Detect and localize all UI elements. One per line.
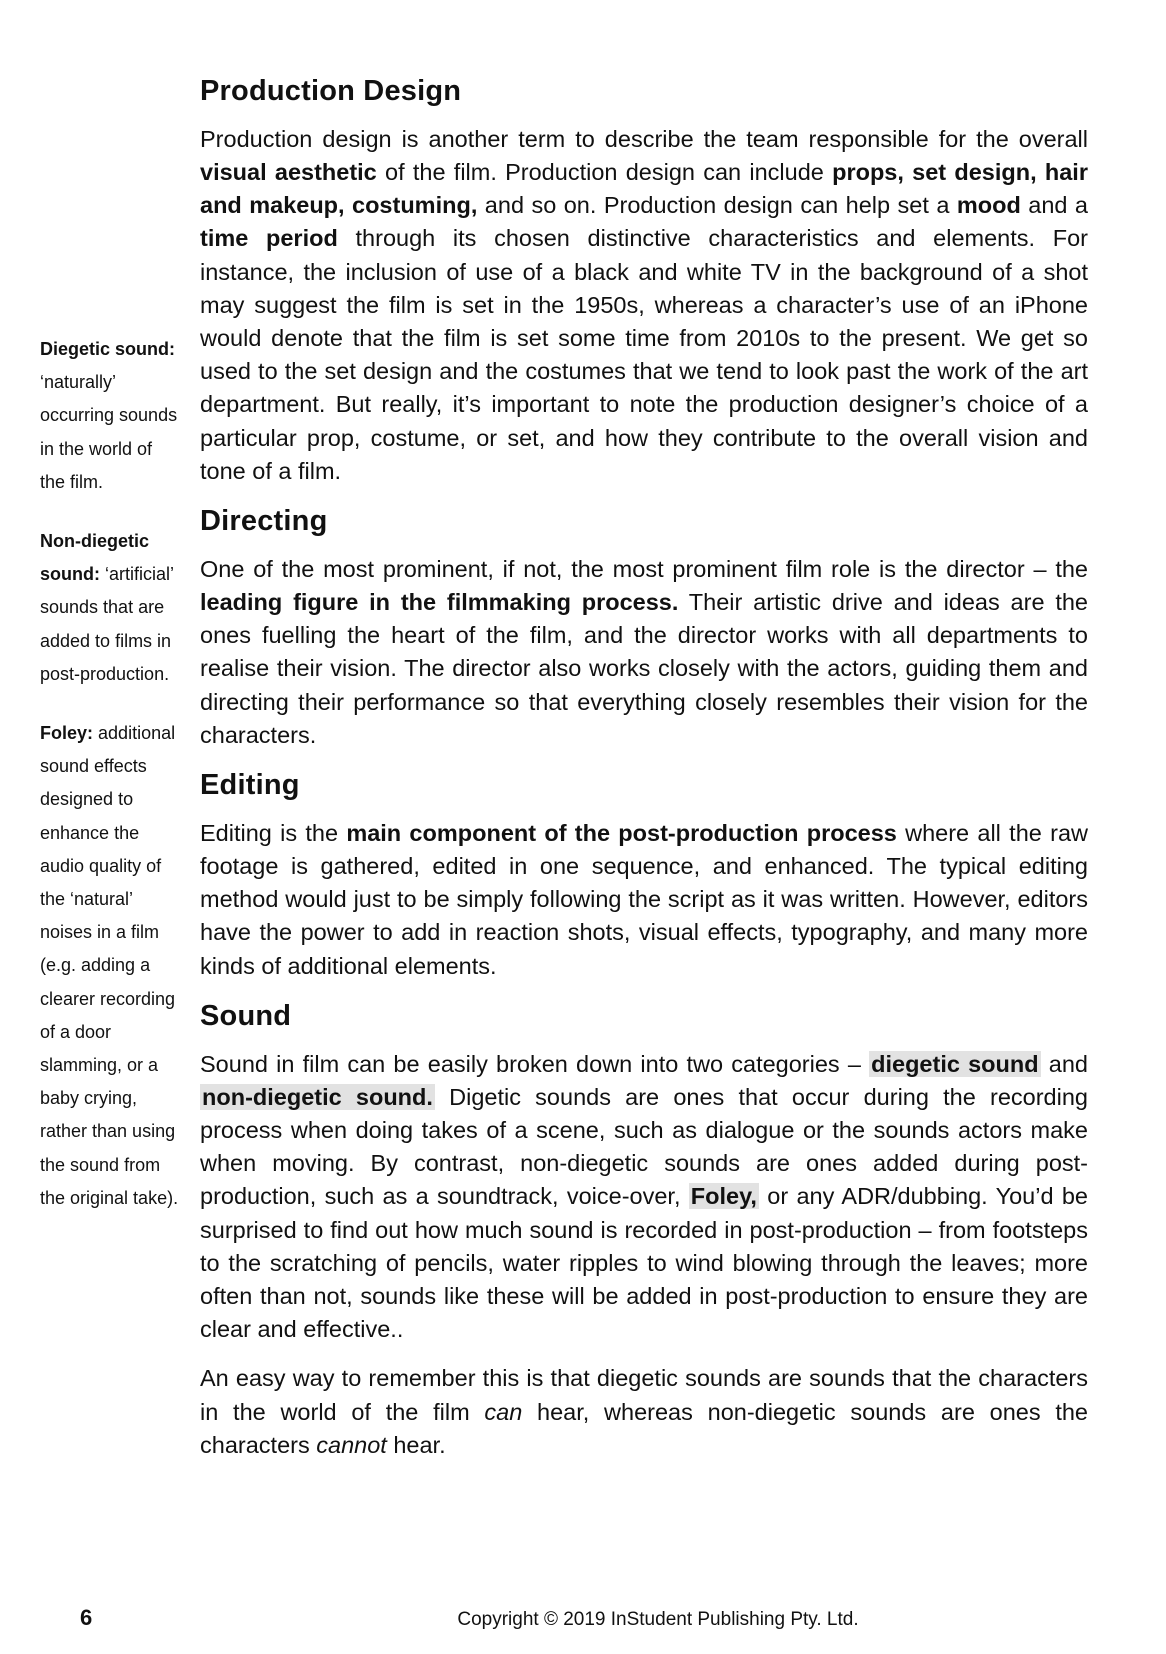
section-heading: Sound <box>200 999 292 1032</box>
text-run: of the film. Production design can include <box>376 159 833 185</box>
page-number: 6 <box>80 1605 93 1630</box>
text-run: where all the raw footage is gathered, edited in one sequence, and enhanced. The typical editing method would just to be simply following the script as it was written. However, editors have the power to add in reaction shots, visual effects, typography, and many more kinds of additional elements. <box>200 819 1088 979</box>
bold-term: main component of the post-production process <box>346 819 897 846</box>
glossary-entry-foley <box>40 717 182 1215</box>
section-paragraph <box>200 1048 1088 1347</box>
section-heading: Editing <box>200 769 300 802</box>
section-heading: Directing <box>200 505 328 538</box>
section-heading: Production Design <box>200 75 462 107</box>
text-run: hear, whereas non-diegetic sounds are ones the characters <box>200 1398 1089 1458</box>
text-run: Digetic sounds are ones that occur during the recording process when doing takes of a scene, such as dialogue or the sounds actors make when moving. By contrast, non-diegetic sounds are ones added during post-production, such as a soundtrack, voice-over, <box>200 1083 1088 1210</box>
bold-term: time period <box>200 225 338 252</box>
highlighted-term: non-diegetic sound. <box>202 1083 433 1110</box>
main-content <box>200 74 1088 1478</box>
section-directing <box>200 504 1088 752</box>
text-run: or any ADR/dubbing. You’d be surprised to find out how much sound is recorded in post-production – from footsteps to the scratching of pencils, water ripples to wind blowing through the leaves; more often than not, sounds like these will be added in post-production to ensure they are clear and effective.. <box>200 1183 1088 1343</box>
italic-term: cannot <box>316 1431 387 1458</box>
section-paragraph <box>200 553 1088 752</box>
text-run: and so on. Production design can help set a <box>477 192 957 219</box>
glossary-definition: ‘naturally’ occurring sounds in the world of the film. <box>40 372 178 492</box>
text-run: Editing is the <box>200 819 347 846</box>
text-run: Sound in film can be easily broken down into two categories – <box>200 1050 870 1077</box>
glossary-term: Foley: <box>40 723 94 744</box>
highlighted-term: diegetic sound <box>871 1050 1039 1077</box>
section-paragraph <box>200 1362 1088 1462</box>
glossary-term: Diegetic sound: <box>40 339 176 359</box>
text-run: through its chosen distinctive characteristics and elements. For instance, the inclusion of use of a black and white TV in the background of a shot may suggest the film is set in the 1950s, whereas a character’s use of an iPhone would denote that the film is set some time from 2010s to the present. We get so used to the set design and the costumes that we tend to look past the work of the art department. But really, it’s important to note the production designer’s choice of a particular prop, costume, or set, and how they contribute to the overall vision and tone of a film. <box>200 225 1088 484</box>
text-run: Their artistic drive and ideas are the ones fuelling the heart of the film, and the director works with all departments to realise their vision. The director also works closely with the actors, guiding them and directing their performance so that everything closely resembles their vision for the characters. <box>200 589 1088 748</box>
glossary-term: Non-diegetic sound: <box>40 531 150 585</box>
glossary-definition: additional sound effects designed to enhance the audio quality of the ‘natural’ noises in a film (e.g. adding a clearer recording of a door slamming, or a baby crying, rather than using the sound from the original take). <box>40 723 179 1208</box>
glossary-definition: ‘artificial’ sounds that are added to films in post-production. <box>40 564 174 684</box>
text-run: An easy way to remember this is that diegetic sounds are sounds that the characters in the world of the film <box>200 1365 1088 1425</box>
bold-term: mood <box>956 192 1021 219</box>
italic-term: can <box>484 1398 523 1425</box>
glossary-entry-non-diegetic <box>40 525 182 691</box>
bold-term: leading figure in the filmmaking process. <box>200 589 679 616</box>
section-sound <box>200 999 1088 1462</box>
section-production-design <box>200 74 1088 488</box>
text-run: and a <box>1020 192 1088 219</box>
section-paragraph <box>200 817 1088 983</box>
text-run: One of the most prominent, if not, the most prominent film role is the director – the <box>200 555 1088 582</box>
section-editing <box>200 768 1088 983</box>
text-run: Production design is another term to describe the team responsible for the overall <box>200 125 1088 152</box>
glossary-entry-diegetic <box>40 333 182 499</box>
highlighted-term: Foley, <box>690 1183 757 1210</box>
text-run: and <box>1040 1050 1088 1077</box>
bold-term: props, set design, hair and makeup, costuming, <box>200 159 1088 219</box>
section-paragraph <box>200 123 1088 488</box>
text-run: hear. <box>386 1431 446 1458</box>
glossary-sidebar <box>40 333 182 1241</box>
copyright-notice: Copyright © 2019 InStudent Publishing Pty. Ltd. <box>457 1609 859 1630</box>
bold-term: visual aesthetic <box>200 159 377 185</box>
